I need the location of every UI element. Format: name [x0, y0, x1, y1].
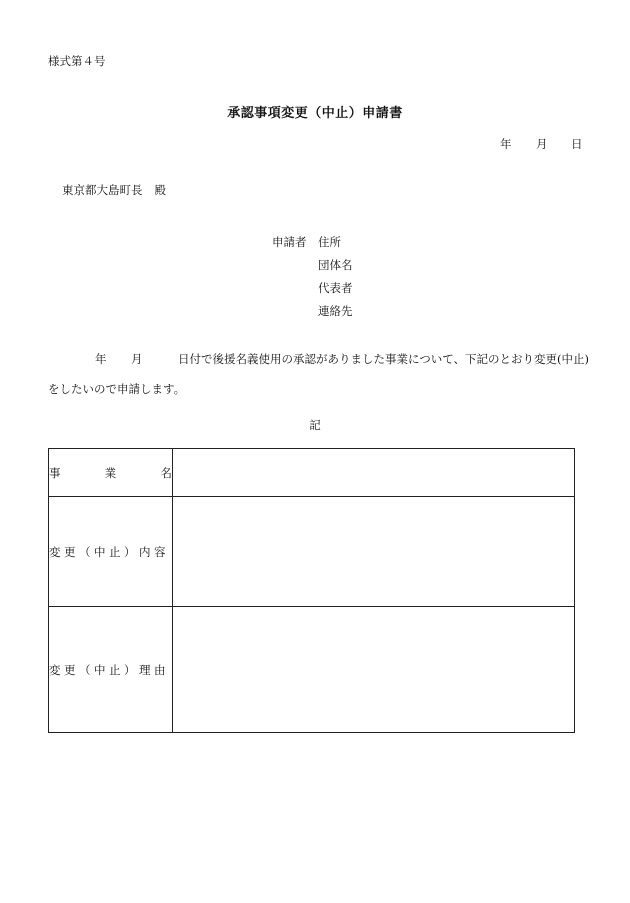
change-reason-label: 変更（中止）理由 — [49, 662, 169, 677]
table-row — [49, 607, 575, 733]
body-paragraph-line2: をしたいので申請します。 — [48, 382, 186, 396]
addressee — [62, 185, 166, 197]
change-reason-value[interactable] — [172, 607, 574, 733]
table-row — [49, 497, 575, 607]
label-cell — [49, 607, 173, 733]
applicant-field-address: 住所 — [318, 235, 341, 249]
addressee-honorific: 殿 — [154, 183, 166, 197]
event-name-label: 事 業 名 — [49, 465, 172, 480]
event-name-value[interactable] — [172, 449, 574, 497]
body-month: 月 — [131, 352, 143, 366]
applicant-field-representative: 代表者 — [318, 281, 353, 295]
change-content-label: 変更（中止）内容 — [49, 544, 169, 559]
detail-table — [48, 448, 575, 733]
document-title: 承認事項変更（中止）申請書 — [227, 106, 403, 121]
body-text: 日付で後援名義使用の承認がありました事業について、下記のとおり変更(中止) — [178, 352, 590, 366]
form-number: 様式第４号 — [48, 54, 106, 68]
date-day: 日 — [571, 137, 583, 151]
addressee-name: 東京都大島町長 — [62, 183, 143, 197]
label-cell — [49, 497, 173, 607]
applicant-field-organization: 団体名 — [318, 258, 353, 272]
date-month: 月 — [536, 137, 548, 151]
applicant-label: 申請者 — [272, 235, 307, 249]
table-row — [49, 449, 575, 497]
date-year: 年 — [500, 137, 512, 151]
body-year: 年 — [95, 352, 107, 366]
ki-heading: 記 — [309, 418, 321, 432]
label-cell — [49, 449, 173, 497]
change-content-value[interactable] — [172, 497, 574, 607]
applicant-field-contact: 連絡先 — [318, 304, 353, 318]
